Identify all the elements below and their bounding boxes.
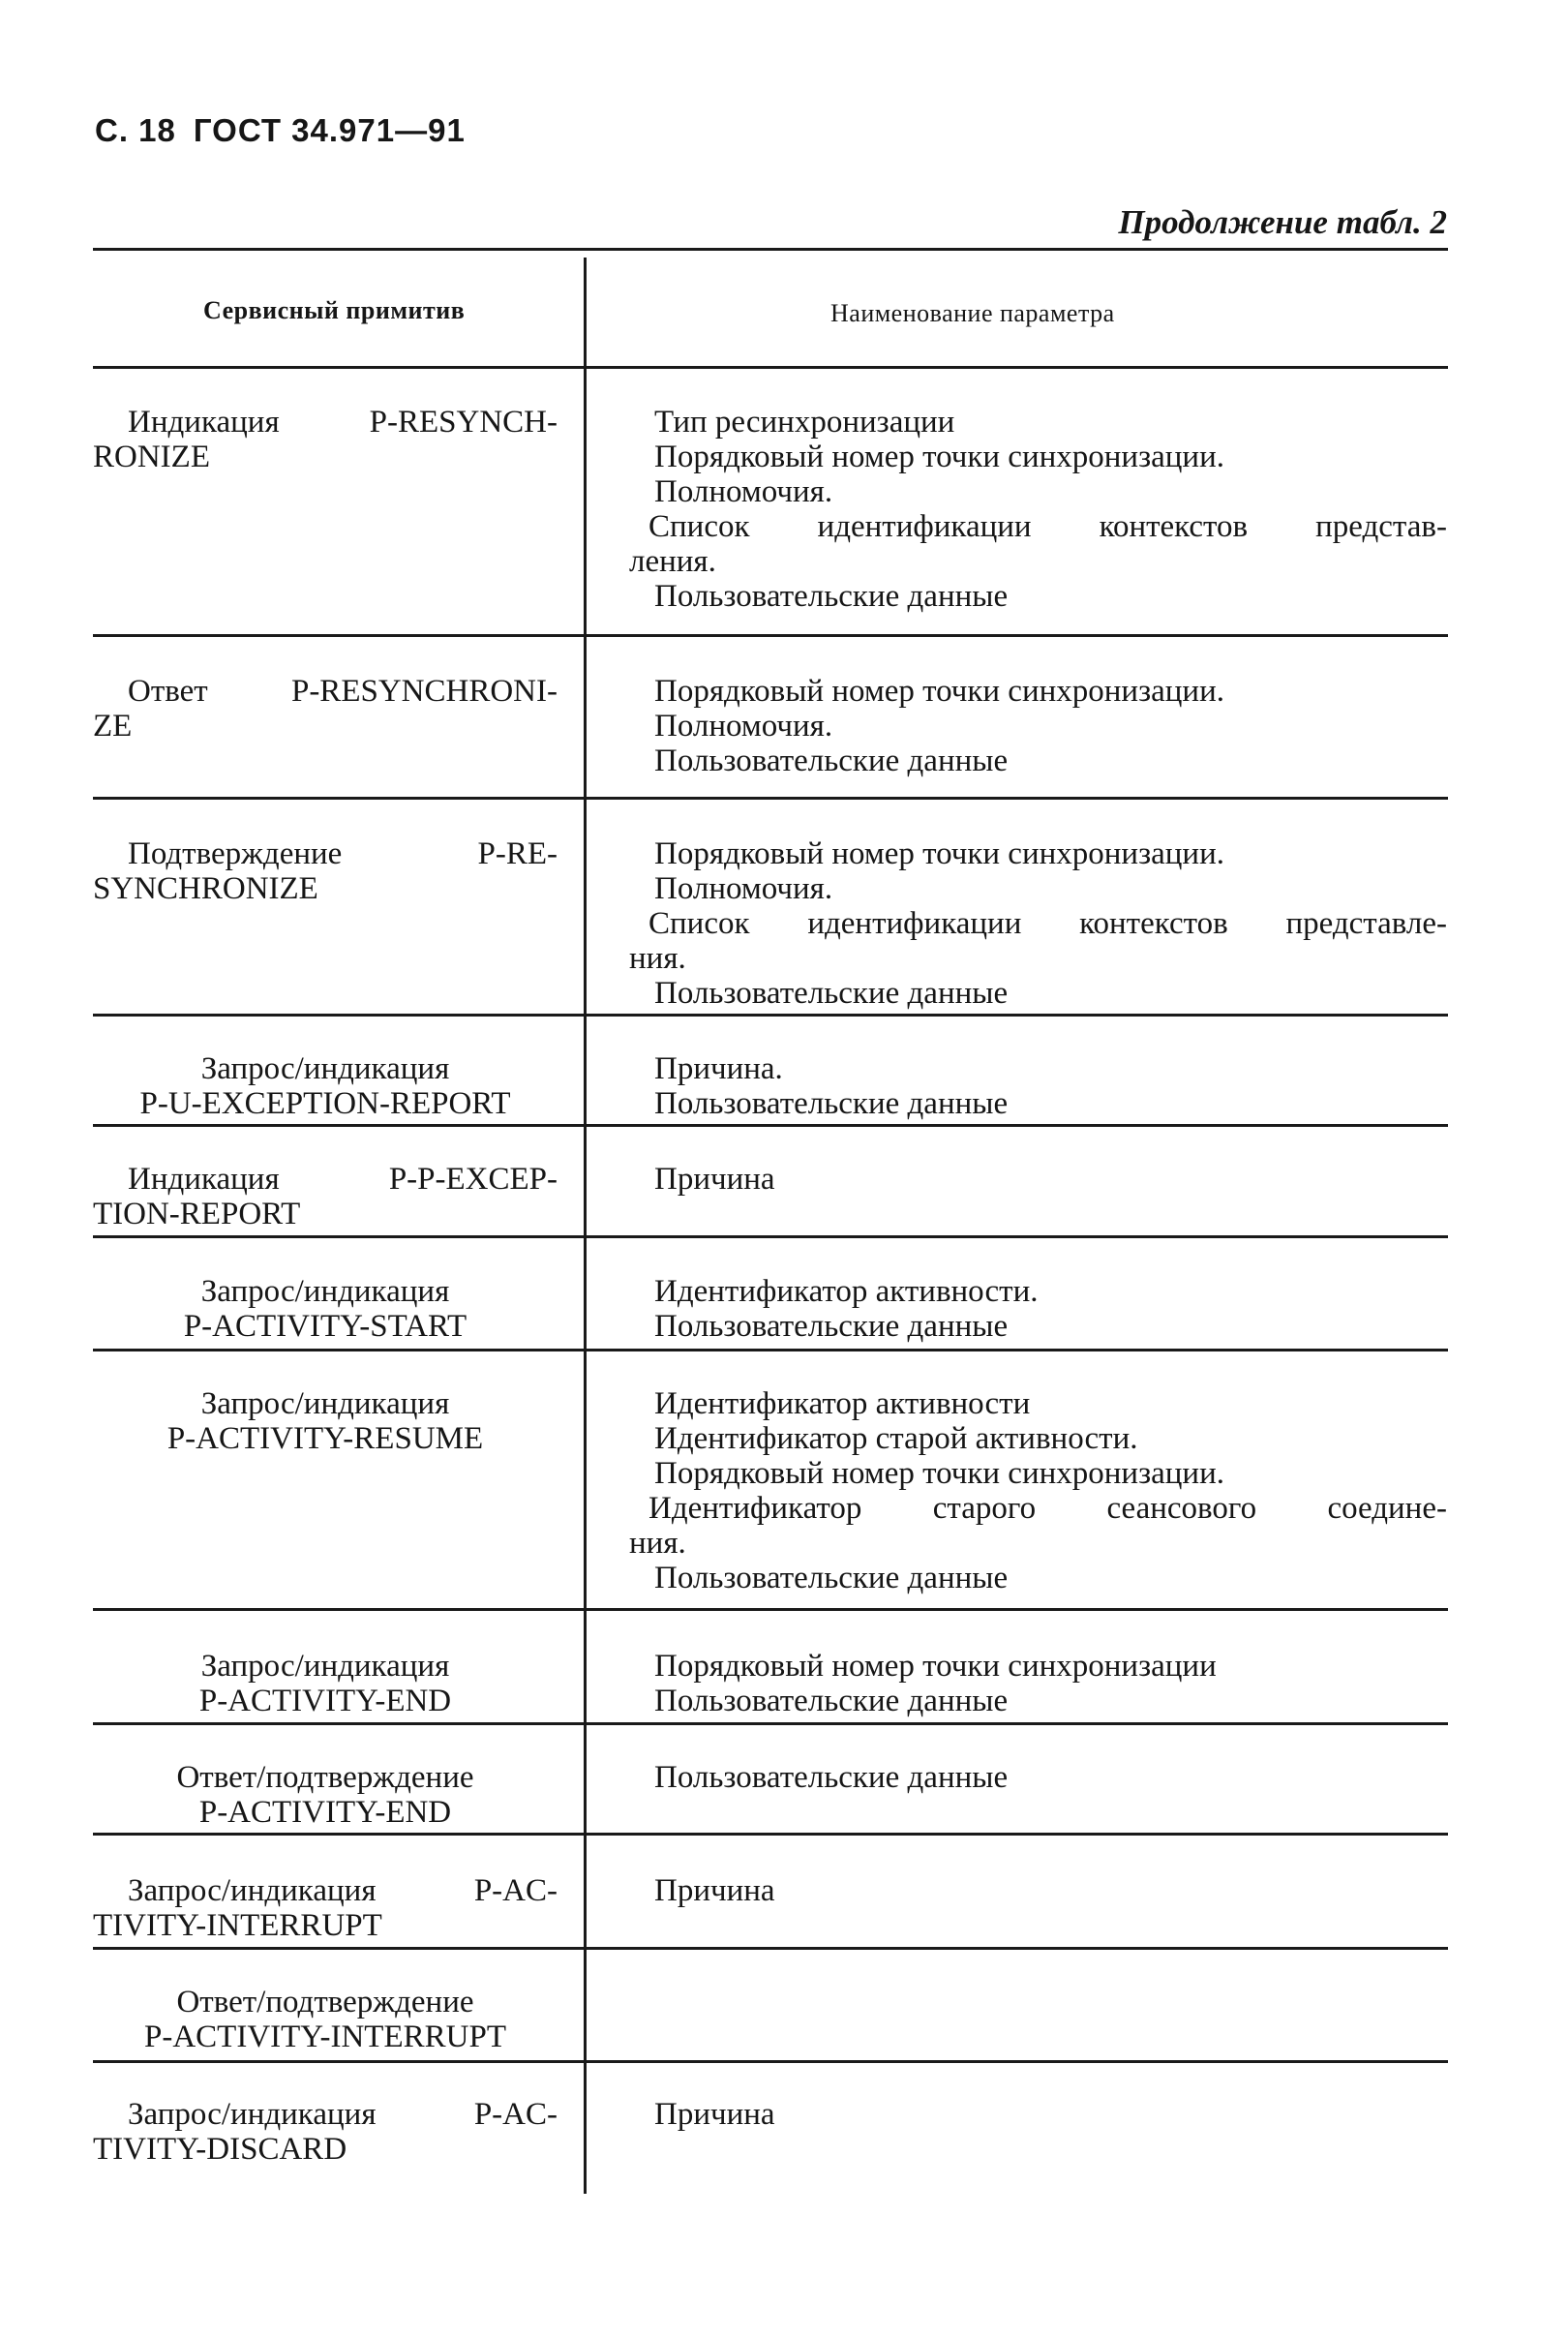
row-rule bbox=[93, 1833, 1448, 1836]
parameter-line: Пользовательские данные bbox=[654, 1684, 1009, 1718]
page-header bbox=[95, 112, 483, 149]
row-rule bbox=[93, 1124, 1448, 1127]
primitive-word: P-RESYNCHRONI- bbox=[290, 674, 558, 709]
primitive-word: TION-REPORT bbox=[93, 1197, 301, 1231]
row-rule bbox=[93, 1608, 1448, 1611]
primitive-word: Ответ/подтверждение bbox=[176, 1760, 474, 1795]
primitive-cell bbox=[93, 1051, 558, 1121]
primitive-cell bbox=[93, 1760, 558, 1830]
primitive-word: P-ACTIVITY-START bbox=[183, 1309, 467, 1344]
row-rule bbox=[93, 1014, 1448, 1017]
row-rule bbox=[93, 1235, 1448, 1238]
parameter-line: Пользовательские данные bbox=[654, 976, 1009, 1011]
primitive-word: Индикация bbox=[128, 405, 280, 440]
primitive-word: Запрос/индикация bbox=[200, 1051, 450, 1086]
parameter-line: Порядковый номер точки синхронизации. bbox=[654, 836, 1225, 871]
parameter-line: Полномочия. bbox=[654, 871, 833, 906]
primitive-word: P-ACTIVITY-END bbox=[198, 1795, 452, 1830]
parameter-cell bbox=[629, 1873, 1447, 1908]
parameter-line: Порядковый номер точки синхронизации. bbox=[654, 674, 1225, 709]
primitive-cell bbox=[93, 405, 558, 474]
column-header-parameter: Наименование параметра bbox=[830, 299, 1115, 327]
primitive-cell bbox=[93, 1985, 558, 2054]
primitive-word: P-RE- bbox=[477, 836, 558, 871]
parameter-line: Полномочия. bbox=[654, 474, 833, 509]
standard-number: ГОСТ 34.971—91 bbox=[193, 112, 466, 148]
parameter-line: Список идентификации контекстов представле- bbox=[648, 906, 1447, 941]
primitive-word: Запрос/индикация bbox=[200, 1386, 450, 1421]
table-continuation-label: Продолжение табл. 2 bbox=[1118, 203, 1447, 241]
primitive-cell bbox=[93, 1873, 558, 1943]
primitive-cell bbox=[93, 674, 558, 744]
row-rule bbox=[93, 1722, 1448, 1725]
parameter-line: Тип ресинхронизации bbox=[654, 405, 955, 440]
primitive-word: SYNCHRONIZE bbox=[93, 871, 318, 906]
parameter-line: Порядковый номер точки синхронизации. bbox=[654, 1456, 1225, 1491]
primitive-word: P-ACTIVITY-INTERRUPT bbox=[144, 2019, 506, 2054]
primitive-word: P-RESYNCH- bbox=[369, 405, 558, 440]
primitive-cell bbox=[93, 836, 558, 906]
primitive-word: Индикация bbox=[128, 1162, 280, 1197]
primitive-cell bbox=[93, 1649, 558, 1718]
parameter-line: Порядковый номер точки синхронизации. bbox=[654, 440, 1225, 474]
parameter-cell bbox=[629, 1051, 1447, 1121]
primitive-word: Подтверждение bbox=[128, 836, 343, 871]
primitive-word: Запрос/индикация bbox=[200, 1274, 450, 1309]
primitive-word: P-U-EXCEPTION-REPORT bbox=[139, 1086, 511, 1121]
row-rule bbox=[93, 1349, 1448, 1351]
parameter-cell bbox=[629, 1649, 1447, 1718]
parameter-line: Пользовательские данные bbox=[654, 1309, 1009, 1344]
column-divider bbox=[584, 258, 587, 2194]
parameter-line: Причина bbox=[654, 1873, 775, 1908]
primitive-word: P-AC- bbox=[473, 2097, 558, 2132]
parameter-line: Пользовательские данные bbox=[654, 1760, 1009, 1795]
parameter-line: Идентификатор активности bbox=[654, 1386, 1031, 1421]
column-header-primitive: Сервисный примитив bbox=[203, 296, 466, 324]
parameter-cell bbox=[629, 674, 1447, 778]
parameter-line: Пользовательские данные bbox=[654, 744, 1009, 778]
primitive-word: Запрос/индикация bbox=[128, 2097, 377, 2132]
primitive-word: ZE bbox=[93, 709, 133, 744]
parameter-line: ния. bbox=[629, 941, 686, 976]
table-top-rule bbox=[93, 248, 1448, 251]
primitive-cell bbox=[93, 1386, 558, 1456]
parameter-cell bbox=[629, 1274, 1447, 1344]
parameter-cell bbox=[629, 405, 1447, 614]
parameter-line: Пользовательские данные bbox=[654, 1561, 1009, 1595]
row-rule bbox=[93, 2060, 1448, 2063]
parameter-line: ления. bbox=[629, 544, 716, 579]
primitive-word: P-ACTIVITY-RESUME bbox=[166, 1421, 484, 1456]
primitive-cell bbox=[93, 2097, 558, 2167]
primitive-word: Запрос/индикация bbox=[200, 1649, 450, 1684]
primitive-word: P-P-EXCEP- bbox=[388, 1162, 558, 1197]
parameter-cell bbox=[629, 836, 1447, 1011]
parameter-cell bbox=[629, 2097, 1447, 2132]
parameter-cell bbox=[629, 1386, 1447, 1595]
primitive-word: P-AC- bbox=[473, 1873, 558, 1908]
parameter-line: Идентификатор старой активности. bbox=[654, 1421, 1138, 1456]
table-header-rule bbox=[93, 366, 1448, 369]
page-number: С. 18 bbox=[95, 112, 176, 148]
parameter-line: Идентификатор старого сеансового соедине- bbox=[648, 1491, 1447, 1526]
row-rule bbox=[93, 1947, 1448, 1950]
row-rule bbox=[93, 797, 1448, 800]
primitive-word: Ответ bbox=[128, 674, 208, 709]
primitive-word: P-ACTIVITY-END bbox=[198, 1684, 452, 1718]
parameter-cell bbox=[629, 1162, 1447, 1197]
primitive-word: TIVITY-DISCARD bbox=[93, 2132, 347, 2167]
parameter-line: Список идентификации контекстов представ- bbox=[648, 509, 1447, 544]
parameter-line: Причина bbox=[654, 1162, 775, 1197]
parameter-line: Порядковый номер точки синхронизации bbox=[654, 1649, 1217, 1684]
parameter-line: Причина bbox=[654, 2097, 775, 2132]
primitive-cell bbox=[93, 1274, 558, 1344]
primitive-cell bbox=[93, 1162, 558, 1231]
primitive-word: TIVITY-INTERRUPT bbox=[93, 1908, 382, 1943]
primitive-word: Запрос/индикация bbox=[128, 1873, 377, 1908]
primitive-word: RONIZE bbox=[93, 440, 210, 474]
parameter-line: Пользовательские данные bbox=[654, 579, 1009, 614]
parameter-line: Идентификатор активности. bbox=[654, 1274, 1039, 1309]
primitive-word: Ответ/подтверждение bbox=[176, 1985, 474, 2019]
parameter-line: Пользовательские данные bbox=[654, 1086, 1009, 1121]
row-rule bbox=[93, 634, 1448, 637]
parameter-line: Причина. bbox=[654, 1051, 783, 1086]
parameter-line: Полномочия. bbox=[654, 709, 833, 744]
parameter-cell bbox=[629, 1760, 1447, 1795]
parameter-line: ния. bbox=[629, 1526, 686, 1561]
